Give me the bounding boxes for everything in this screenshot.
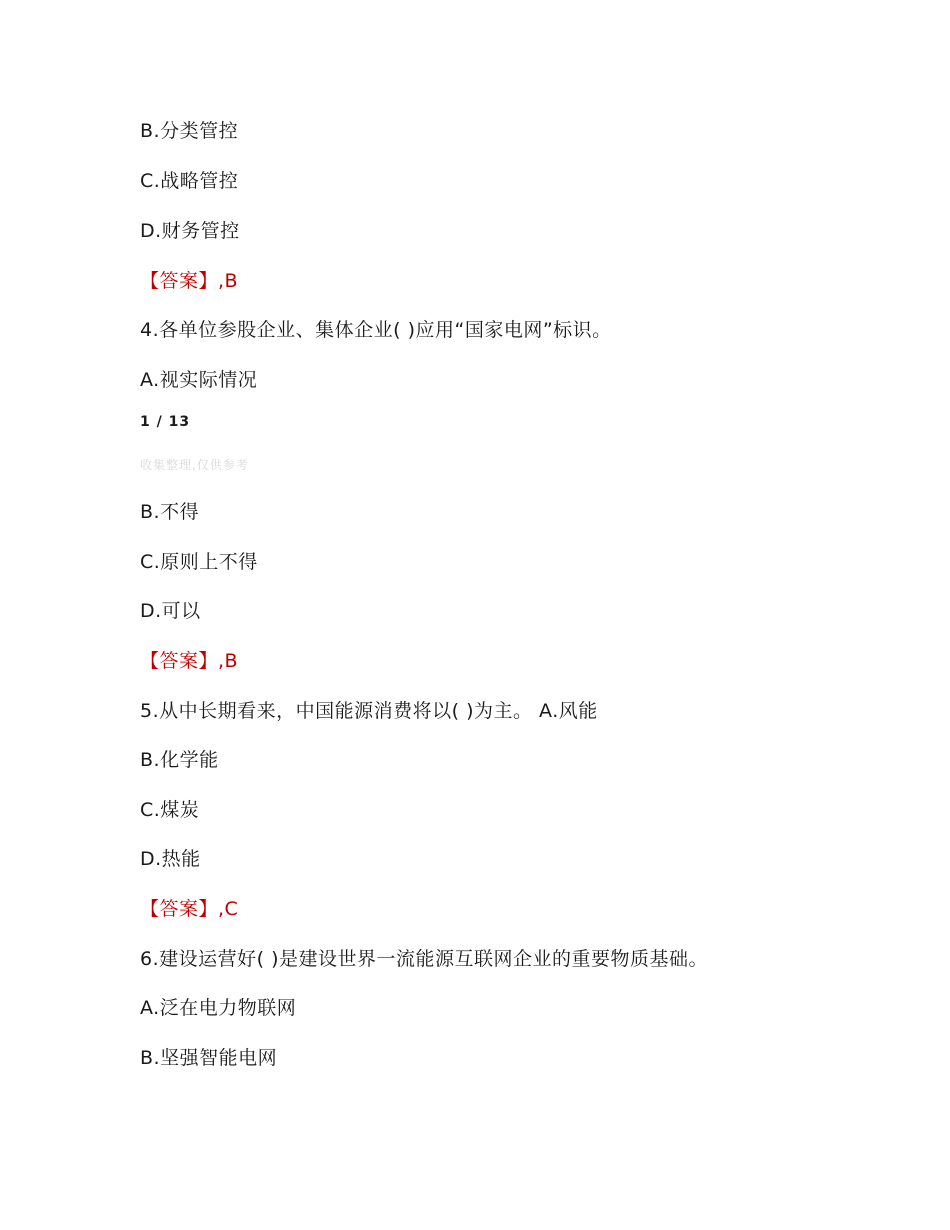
question-4: 4.各单位参股企业、集体企业( )应用“国家电网”标识。 <box>140 319 612 341</box>
option-a-q6: A.泛在电力物联网 <box>140 997 297 1019</box>
option-a-q4: A.视实际情况 <box>140 369 258 391</box>
option-b-q5: B.化学能 <box>140 749 219 771</box>
answer-q5: 【答案】,C <box>140 898 239 920</box>
page-number: 1 / 13 <box>140 414 191 430</box>
question-5: 5.从中长期看来，中国能源消费将以( )为主。 A.风能 <box>140 700 598 722</box>
option-d-q3: D.财务管控 <box>140 220 240 242</box>
option-b-q3: B.分类管控 <box>140 120 239 142</box>
option-c-q3: C.战略管控 <box>140 170 239 192</box>
watermark-text: 收集整理,仅供参考 <box>140 458 249 472</box>
option-c-q5: C.煤炭 <box>140 799 200 821</box>
option-b-q4: B.不得 <box>140 501 200 523</box>
option-d-q4: D.可以 <box>140 600 201 622</box>
question-6: 6.建设运营好( )是建设世界一流能源互联网企业的重要物质基础。 <box>140 948 708 970</box>
option-d-q5: D.热能 <box>140 848 201 870</box>
answer-q3: 【答案】,B <box>140 270 239 292</box>
option-c-q4: C.原则上不得 <box>140 551 258 573</box>
answer-q4: 【答案】,B <box>140 650 239 672</box>
option-b-q6: B.坚强智能电网 <box>140 1047 278 1069</box>
